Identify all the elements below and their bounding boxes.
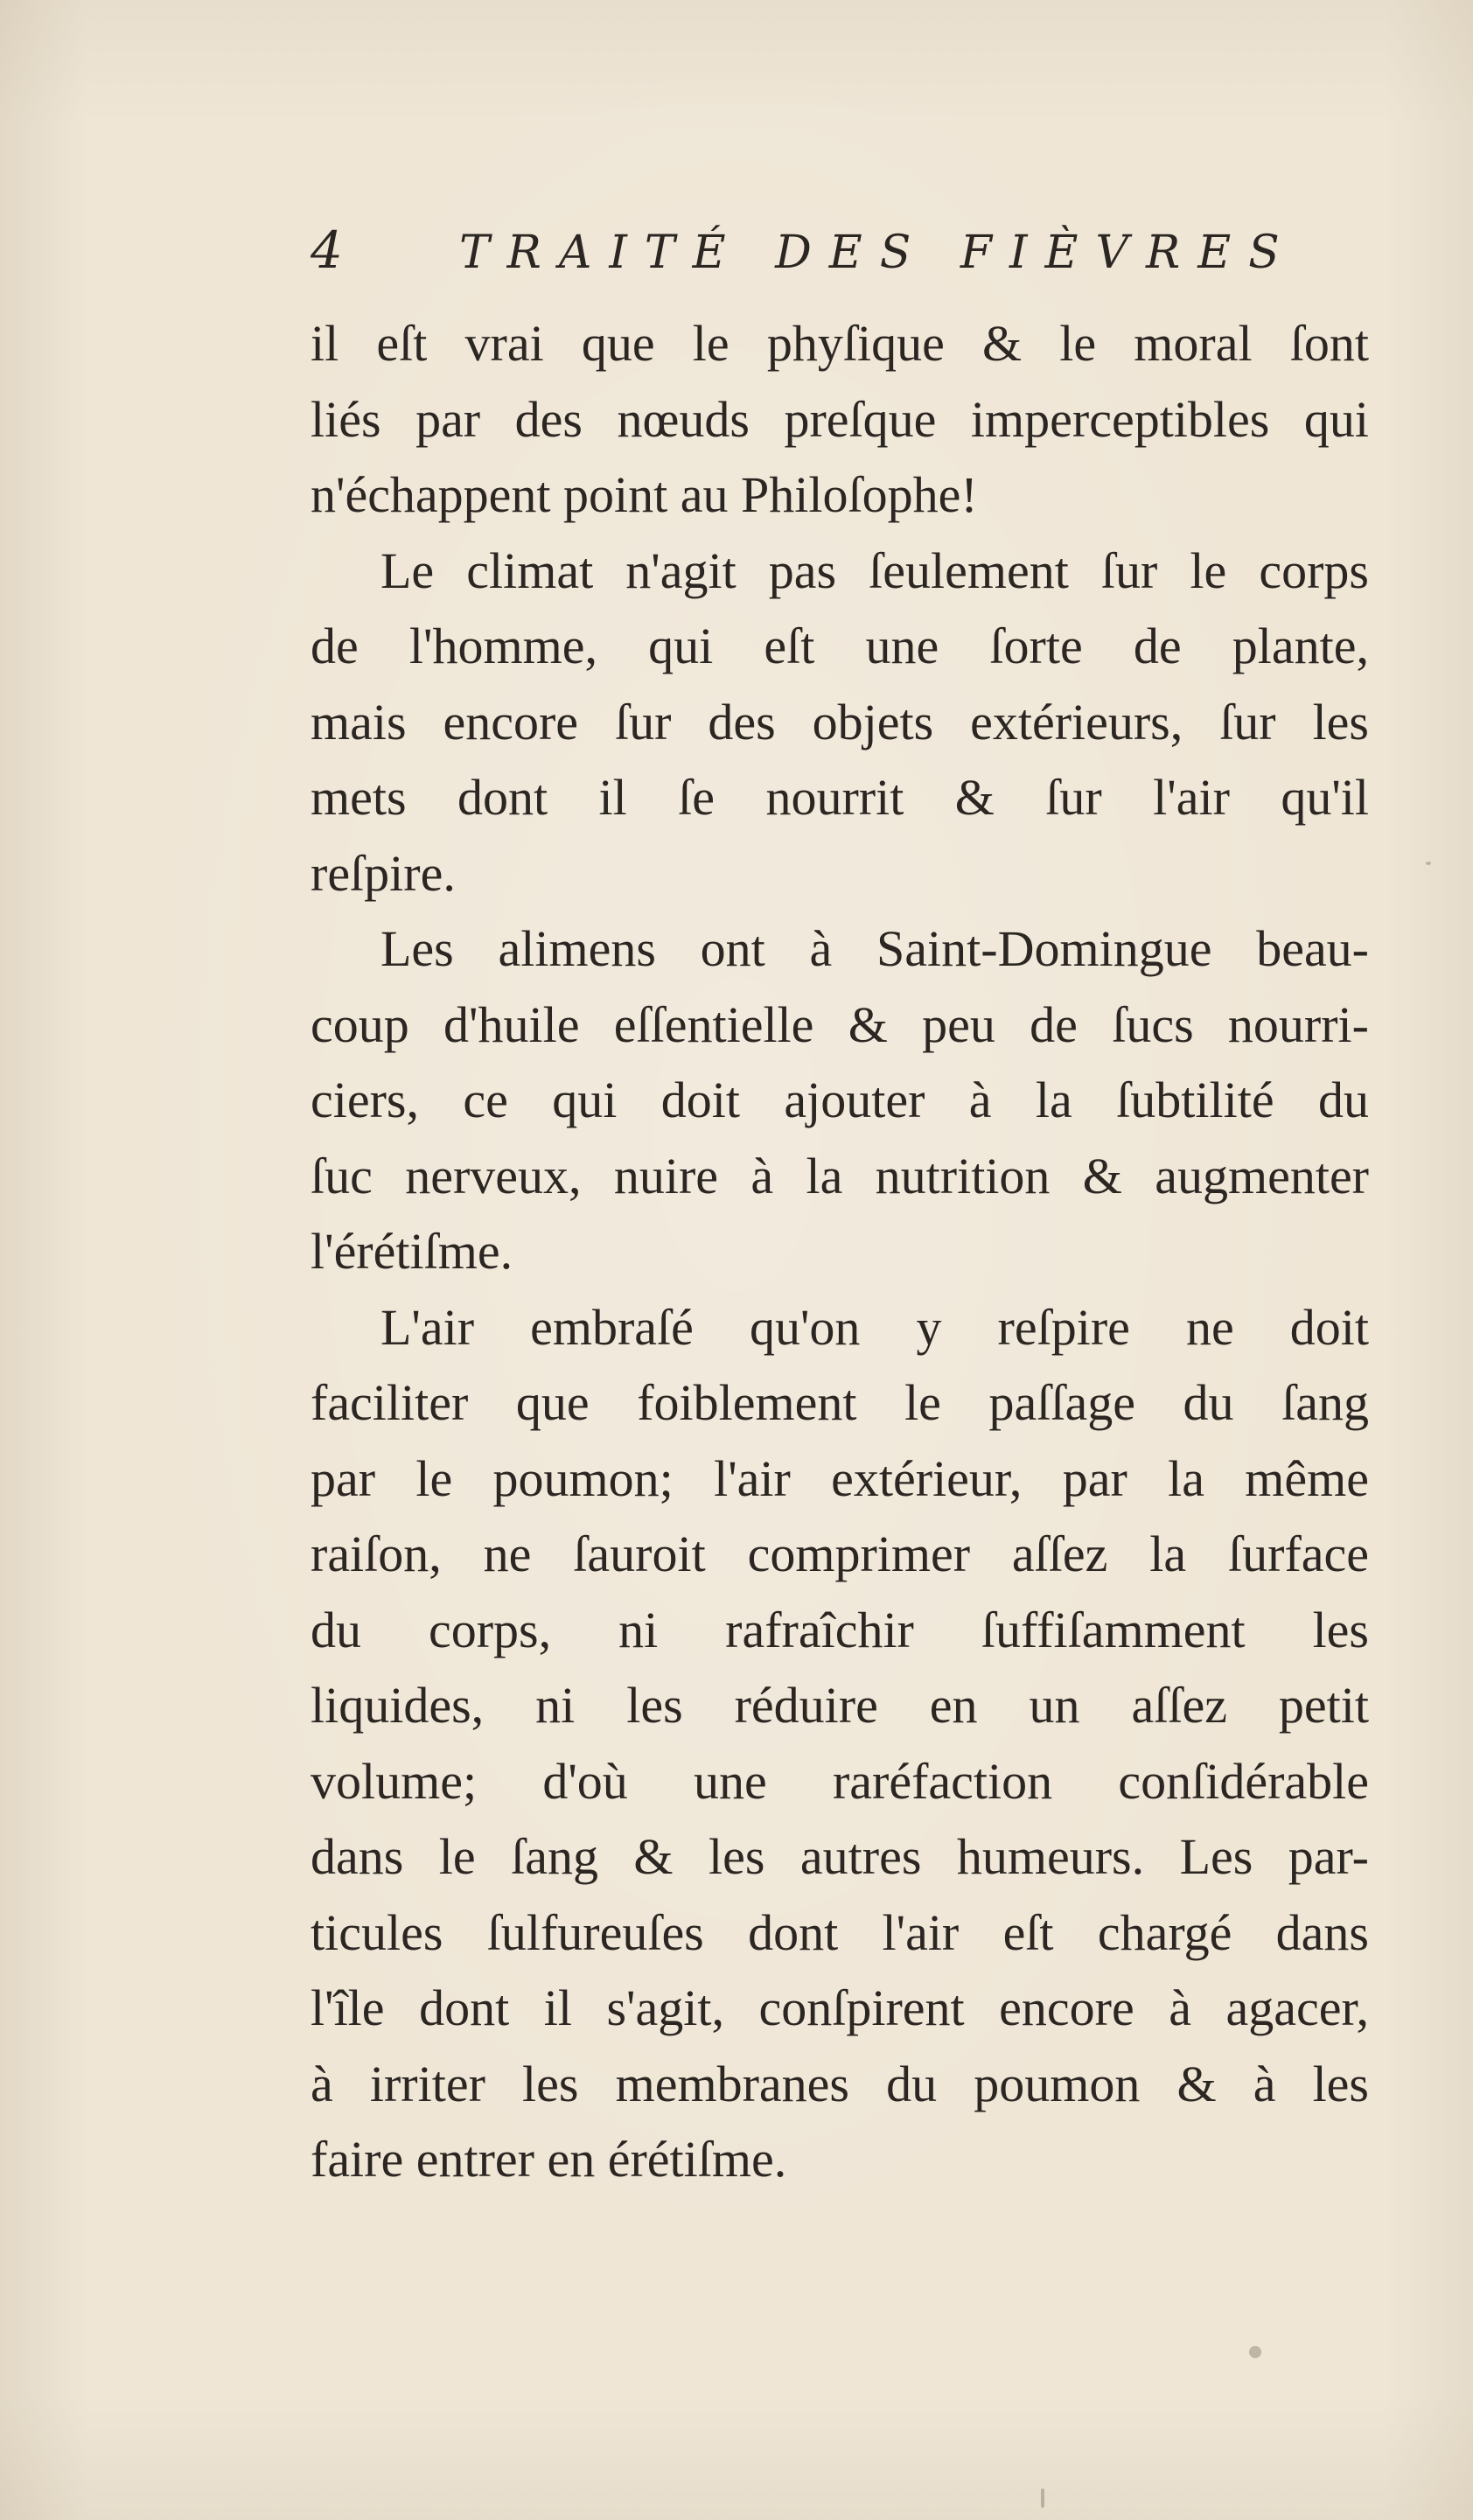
text-line: raiſon, ne ſauroit comprimer aſſez la ſurface <box>311 1525 1369 1582</box>
text-line: du corps, ni rafraîchir ſuffiſamment les <box>311 1601 1369 1658</box>
text-line: coup d'huile eſſentielle & peu de ſucs nourri- <box>311 995 1369 1053</box>
text-line: volume; d'où une raréfaction conſidérable <box>311 1752 1369 1810</box>
page-text <box>311 220 1369 2198</box>
text-line: mais encore ſur des objets extérieurs, ſur les <box>311 693 1369 750</box>
paper-blemish <box>1426 862 1431 865</box>
text-line: l'île dont il s'agit, conſpirent encore à agacer, <box>311 1979 1369 2036</box>
paper-blemish <box>1041 2489 1044 2508</box>
running-head <box>311 220 1369 304</box>
text-line: Le climat n'agit pas ſeulement ſur le corps <box>380 541 1369 599</box>
page-number: 4 <box>311 220 343 280</box>
running-title: TRAITÉ DES FIÈVRES <box>459 227 1297 279</box>
text-line: Les alimens ont à Saint-Domingue beau- <box>380 920 1369 977</box>
text-line: ticules ſulfureuſes dont l'air eſt chargé dans <box>311 1903 1369 1961</box>
text-line: l'érétiſme. <box>311 1223 513 1280</box>
text-line: liquides, ni les réduire en un aſſez petit <box>311 1677 1369 1734</box>
text-line: mets dont il ſe nourrit & ſur l'air qu'il <box>311 769 1369 826</box>
text-line: ſuc nerveux, nuire à la nutrition & augmenter <box>311 1147 1369 1204</box>
text-line: n'échappent point au Philoſophe! <box>311 466 978 523</box>
paper-blemish <box>1249 2346 1261 2358</box>
text-line: L'air embraſé qu'on y reſpire ne doit <box>380 1298 1369 1356</box>
text-line: dans le ſang & les autres humeurs. Les par- <box>311 1828 1369 1885</box>
text-line: liés par des nœuds preſque imperceptibles qui <box>311 390 1369 448</box>
text-line: faire entrer en érétiſme. <box>311 2131 787 2188</box>
text-line: il eſt vrai que le phyſique & le moral ſont <box>311 315 1369 372</box>
text-line: à irriter les membranes du poumon & à les <box>311 2055 1369 2112</box>
text-line: faciliter que foiblement le paſſage du ſang <box>311 1374 1369 1431</box>
text-line: par le poumon; l'air extérieur, par la même <box>311 1449 1369 1507</box>
text-line: reſpire. <box>311 844 456 902</box>
text-line: de l'homme, qui eſt une ſorte de plante, <box>311 618 1369 674</box>
text-line: ciers, ce qui doit ajouter à la ſubtilité du <box>311 1072 1369 1128</box>
